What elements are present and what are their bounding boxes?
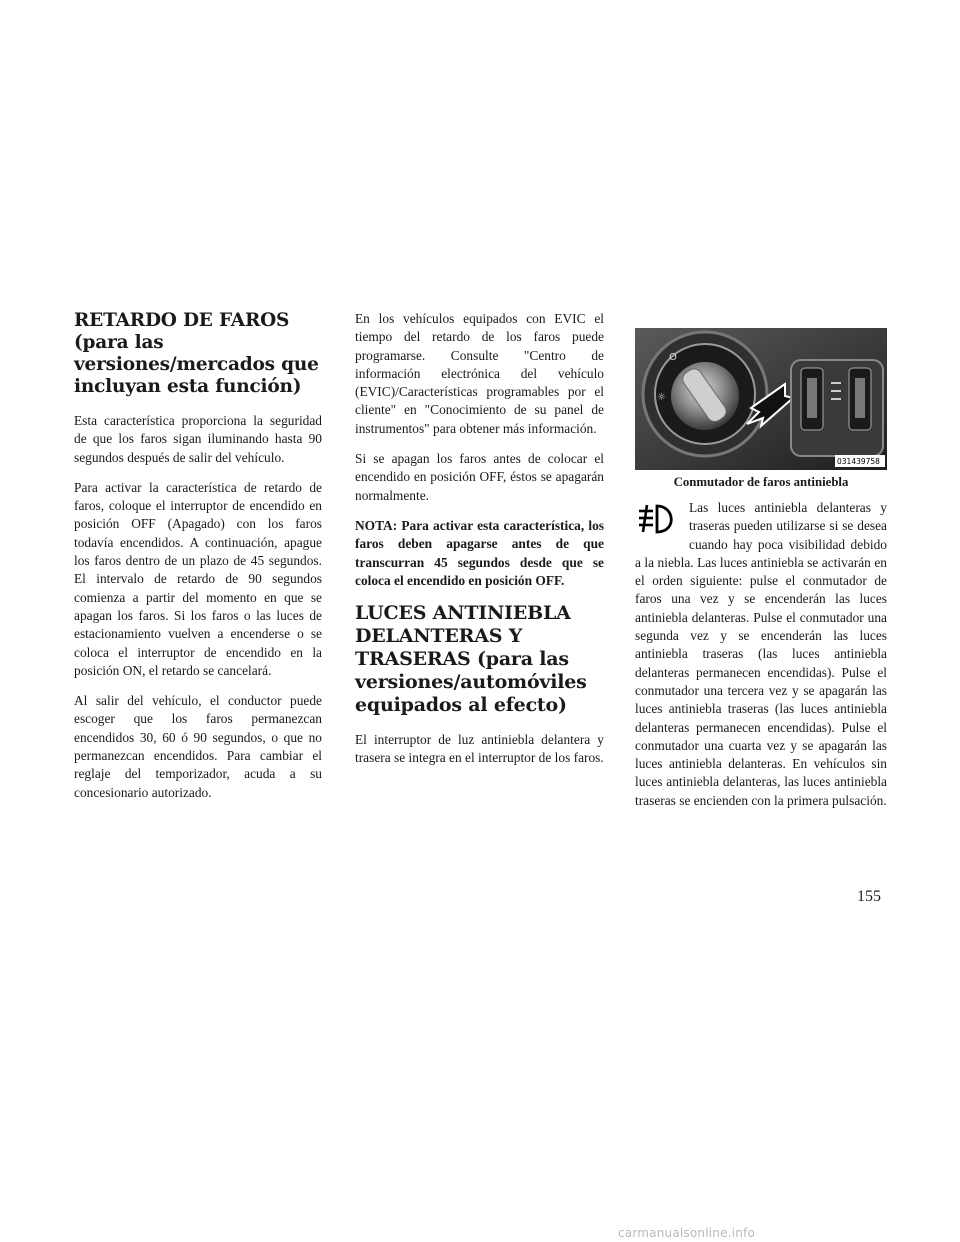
column-middle — [355, 310, 604, 780]
paragraph: Si se apagan los faros antes de colocar el encendido en posición OFF, éstos se apagarán normalmente. — [355, 451, 604, 503]
svg-text:O: O — [669, 352, 677, 363]
note-paragraph: NOTA: Para activar esta característica, los faros deben apagarse antes de que transcurran 45 segundos desde que se coloca el encendido en posición OFF. — [355, 517, 604, 588]
column-right — [635, 328, 887, 822]
page-number: 155 — [857, 888, 881, 905]
fog-switch-photo — [635, 328, 887, 470]
heading-fog-lights: LUCES ANTINIEBLA DELANTERAS Y TRASERAS (para las versiones/automóviles equipados al efecto) — [355, 602, 587, 717]
figure-caption: Conmutador de faros antiniebla — [673, 475, 849, 489]
fog-switch-illustration — [635, 328, 887, 470]
svg-text:☼: ☼ — [657, 392, 666, 403]
heading-headlight-delay: RETARDO DE FAROS (para las versiones/mercados que incluyan esta función) — [74, 310, 319, 397]
paragraph: El interruptor de luz antiniebla delantera y trasera se integra en el interruptor de los faros. — [355, 732, 604, 766]
paragraph: Para activar la característica de retardo de faros, coloque el interruptor de encendido en posición OFF (Apagado) con los faros todavía encendidos. A continuación, apague los faros dentro de un plazo de 45 segundos. El intervalo de retardo de 90 segundos comienza a partir del momento en que se apagan los faros. Si los faros o las luces de estacionamiento vuelven a encenderse o se coloca el interruptor de encendido en la posición ON, el retardo se cancelará. — [74, 479, 322, 678]
front-fog-lamp-icon — [635, 501, 681, 539]
watermark: carmanualsonline.info — [618, 1226, 755, 1240]
fog-text-block — [635, 499, 887, 810]
figure-code: 031439758 — [837, 457, 880, 466]
paragraph: Esta característica proporciona la seguridad de que los faros sigan iluminando hasta 90 segundos después de salir del vehículo. — [74, 413, 322, 465]
column-left — [74, 310, 322, 814]
paragraph: Al salir del vehículo, el conductor puede escoger que los faros permanezcan encendidos 30, 60 ó 90 segundos, o que no permanezcan encendidos. Para cambiar el reglaje del temporizador, acuda a su concesionario autorizado. — [74, 693, 322, 800]
paragraph: En los vehículos equipados con EVIC el tiempo del retardo de los faros puede programarse. Consulte "Centro de información electrónica del vehículo (EVIC)/Características programables por el cliente" en "Conocimiento de su panel de instrumentos" para obtener más información. — [355, 311, 604, 436]
paragraph: Las luces antiniebla delanteras y traseras pueden utilizarse si se desea cuando hay poca visibilidad debido a la niebla. Las luces antiniebla se activarán en el orden siguiente: pulse el conmutador de faros una vez y se encenderán las luces antiniebla delanteras. Pulse el conmutador una segunda vez y se encenderán las luces antiniebla traseras (las luces antiniebla delanteras permanecen encendidas). Pulse el conmutador una tercera vez y se apagarán las luces antiniebla traseras (las luces antiniebla delanteras permanecen encendidas). Pulse el conmutador una cuarta vez y se apagarán las luces antiniebla delanteras. En vehículos sin luces antiniebla delanteras, las luces antiniebla traseras se encienden con la primera pulsación. — [635, 500, 887, 808]
